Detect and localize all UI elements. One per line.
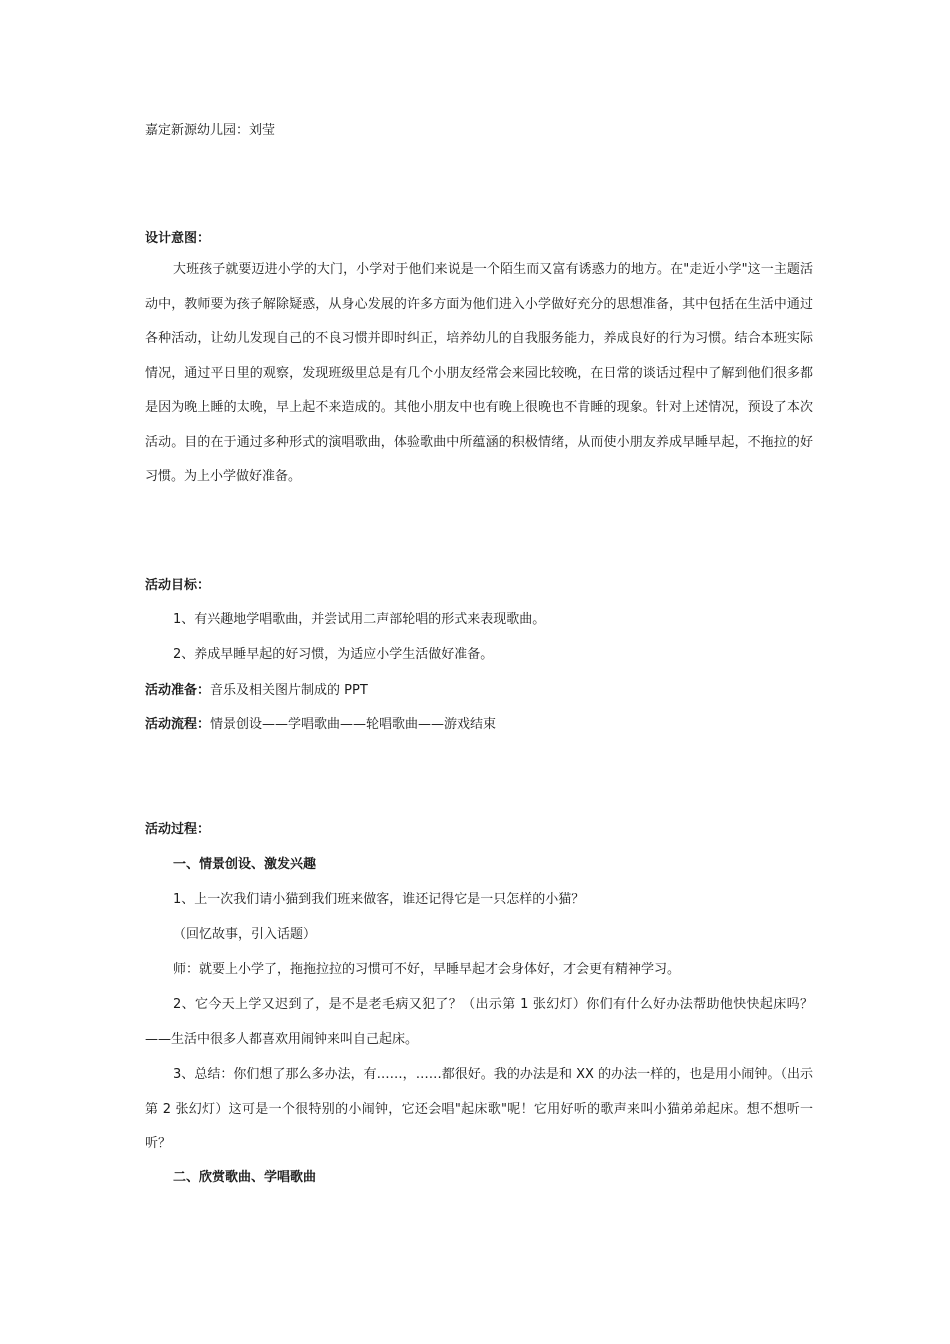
process-item2 <box>145 988 813 1057</box>
goal-item: 2、养成早睡早起的好习惯，为适应小学生活做好准备。 <box>173 647 494 662</box>
process-item2-text: 2、它今天上学又迟到了，是不是老毛病又犯了？（出示第 1 张幻灯）你们有什么好办法帮助他快快起床吗？——生活中很多人都喜欢用闹钟来叫自己起床。 <box>145 997 813 1047</box>
author-line: 嘉定新源幼儿园：刘莹 <box>145 123 276 138</box>
process-item1: 1、上一次我们请小猫到我们班来做客，谁还记得它是一只怎样的小猫？ <box>173 892 585 907</box>
process-item3 <box>145 1058 813 1162</box>
design-intent-paragraph <box>145 253 813 495</box>
preparation-label: 活动准备： <box>145 683 211 698</box>
flow-text: 情景创设——学唱歌曲——轮唱歌曲——游戏结束 <box>210 717 497 732</box>
flow-line <box>145 715 496 735</box>
process-heading: 活动过程： <box>145 822 211 837</box>
preparation-text: 音乐及相关图片制成的 PPT <box>210 683 368 698</box>
flow-label: 活动流程： <box>145 717 211 732</box>
goal-item: 1、有兴趣地学唱歌曲，并尝试用二声部轮唱的形式来表现歌曲。 <box>173 612 546 627</box>
teacher-line: 师：就要上小学了，拖拖拉拉的习惯可不好，早睡早起才会身体好，才会更有精神学习。 <box>173 962 681 977</box>
process-item3-text: 3、总结：你们想了那么多办法，有……，……都很好。我的办法是和 XX 的办法一样的，也是用小闹钟。（出示第 2 张幻灯）这可是一个很特别的小闹钟，它还会唱"起床歌"呢！它用好听的歌声来叫小猫弟弟起床。想不想听一听？ <box>145 1067 813 1151</box>
goals-heading: 活动目标： <box>145 578 211 593</box>
process-item1-note: （回忆故事，引入话题） <box>173 927 317 942</box>
preparation-line <box>145 681 368 701</box>
section1-title: 一、情景创设、激发兴趣 <box>173 857 317 872</box>
design-intent-heading: 设计意图： <box>145 231 211 246</box>
design-intent-text: 大班孩子就要迈进小学的大门，小学对于他们来说是一个陌生而又富有诱惑力的地方。在"走近小学"这一主题活动中，教师要为孩子解除疑惑，从身心发展的许多方面为他们进入小学做好充分的思想准备，其中包括在生活中通过各种活动，让幼儿发现自己的不良习惯并即时纠正，培养幼儿的自我服务能力，养成良好的行为习惯。结合本班实际情况，通过平日里的观察，发现班级里总是有几个小朋友经常会来园比较晚，在日常的谈话过程中了解到他们很多都是因为晚上睡的太晚，早上起不来造成的。其他小朋友中也有晚上很晚也不肯睡的现象。针对上述情况，预设了本次活动。目的在于通过多种形式的演唱歌曲，体验歌曲中所蕴涵的积极情绪，从而使小朋友养成早睡早起，不拖拉的好习惯。为上小学做好准备。 <box>145 262 813 484</box>
section2-title: 二、欣赏歌曲、学唱歌曲 <box>173 1170 317 1185</box>
